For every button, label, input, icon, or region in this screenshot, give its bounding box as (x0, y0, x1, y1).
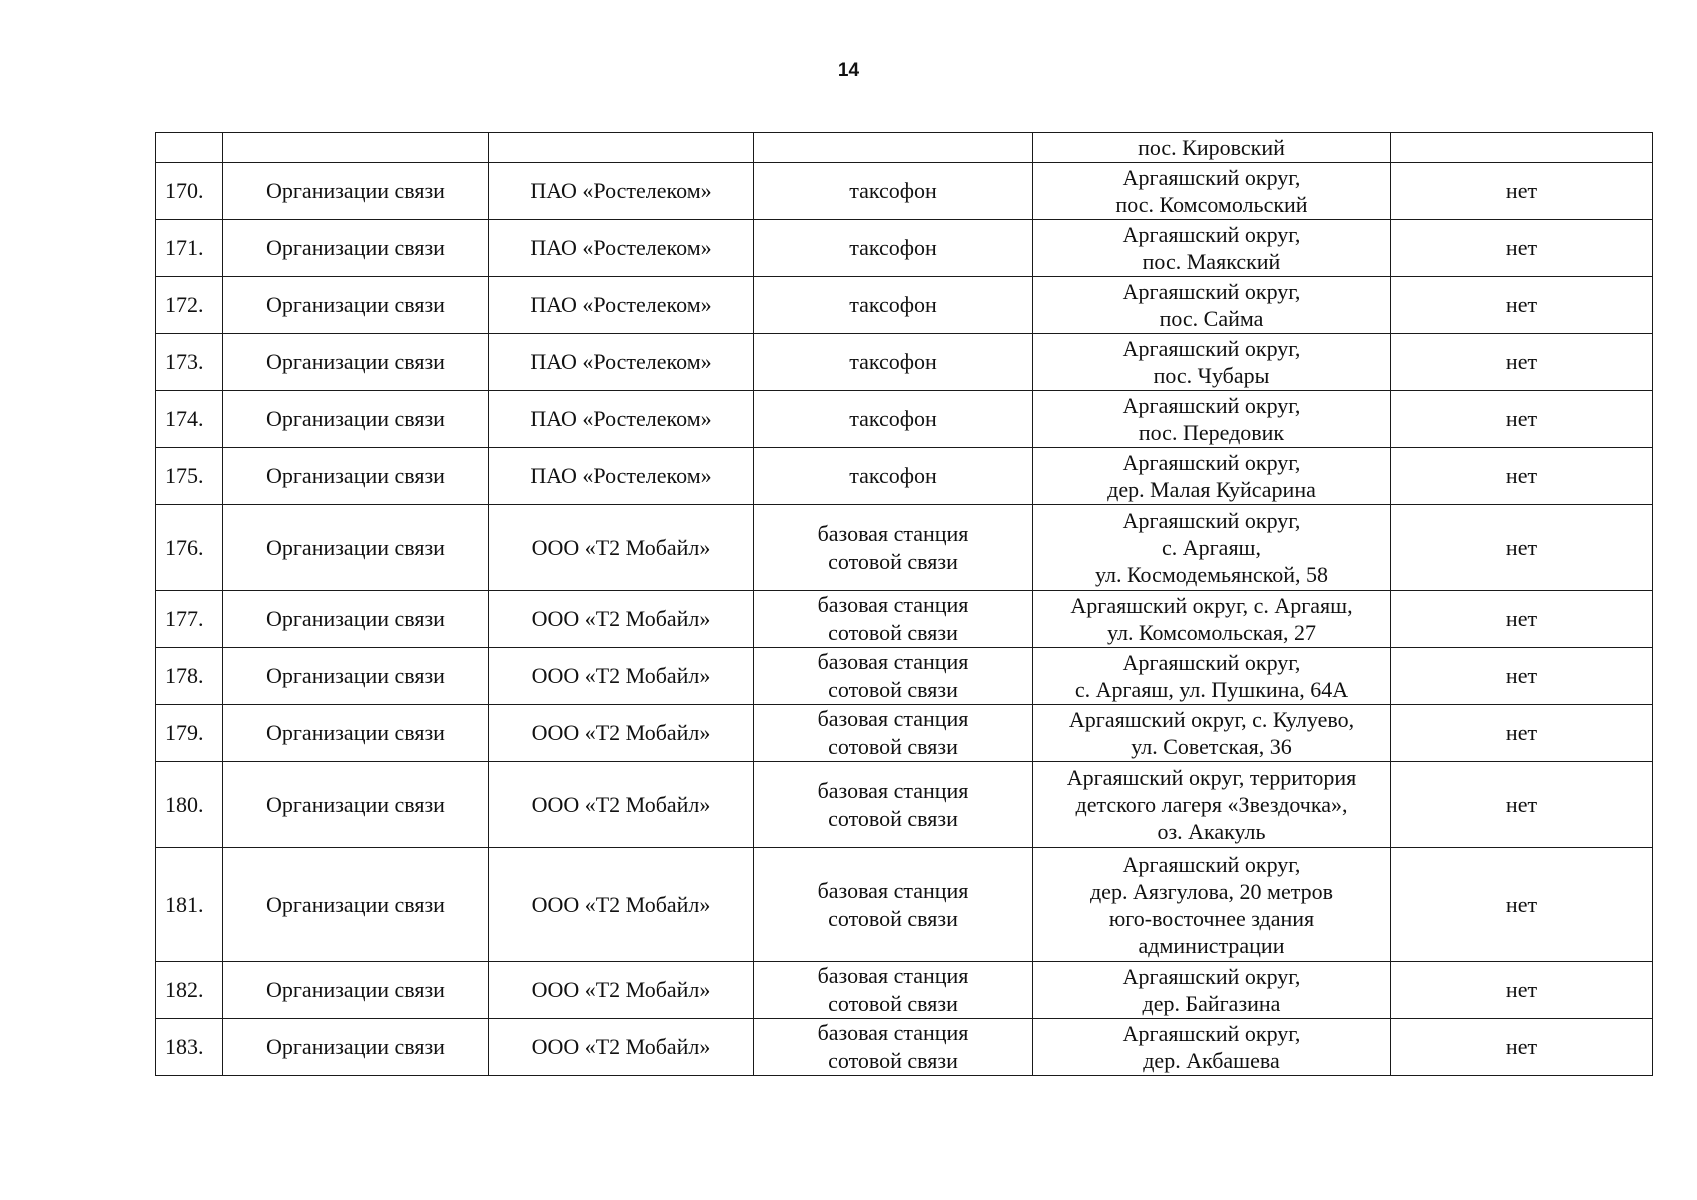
cell-address: Аргаяшский округ, с. Аргаяш, ул. Комсомольская, 27 (1033, 591, 1391, 648)
cell-object-type: базовая станция сотовой связи (754, 1019, 1033, 1076)
cell-organization: ООО «Т2 Мобайл» (489, 962, 754, 1019)
table-row (156, 163, 1653, 220)
registry-table (155, 132, 1653, 1076)
cell-category: Организации связи (223, 220, 489, 277)
table-row (156, 220, 1653, 277)
cell-address: Аргаяшский округ, с. Аргаяш, ул. Пушкина, 64А (1033, 648, 1391, 705)
cell-category: Организации связи (223, 391, 489, 448)
cell-num: 181. (156, 848, 223, 962)
cell-organization: ООО «Т2 Мобайл» (489, 1019, 754, 1076)
cell-flag: нет (1391, 848, 1653, 962)
cell-num: 182. (156, 962, 223, 1019)
cell-object-type: таксофон (754, 391, 1033, 448)
continuation-row (156, 133, 1653, 163)
table-row (156, 391, 1653, 448)
cell-num: 172. (156, 277, 223, 334)
cell-category: Организации связи (223, 648, 489, 705)
cell-category: Организации связи (223, 848, 489, 962)
cell-address: Аргаяшский округ, с. Кулуево, ул. Советская, 36 (1033, 705, 1391, 762)
cell-category: Организации связи (223, 277, 489, 334)
cell-address: Аргаяшский округ, с. Аргаяш, ул. Космодемьянской, 58 (1033, 505, 1391, 591)
cell-organization: ООО «Т2 Мобайл» (489, 705, 754, 762)
cell-category: Организации связи (223, 334, 489, 391)
cell-object-type: базовая станция сотовой связи (754, 591, 1033, 648)
cell-object-type: таксофон (754, 334, 1033, 391)
cell-num: 173. (156, 334, 223, 391)
cell-address: Аргаяшский округ, пос. Чубары (1033, 334, 1391, 391)
table-row (156, 762, 1653, 848)
cell-num: 180. (156, 762, 223, 848)
cell-organization: ООО «Т2 Мобайл» (489, 762, 754, 848)
table-row (156, 848, 1653, 962)
cell-flag: нет (1391, 448, 1653, 505)
cell-flag: нет (1391, 505, 1653, 591)
cell-num: 175. (156, 448, 223, 505)
cell-flag: нет (1391, 334, 1653, 391)
cell-category: Организации связи (223, 505, 489, 591)
cell-organization: ПАО «Ростелеком» (489, 448, 754, 505)
cell-category: Организации связи (223, 705, 489, 762)
table-row (156, 591, 1653, 648)
cell-category: Организации связи (223, 1019, 489, 1076)
cell-object-type: базовая станция сотовой связи (754, 762, 1033, 848)
cell-object-type: базовая станция сотовой связи (754, 648, 1033, 705)
cell-address: Аргаяшский округ, пос. Комсомольский (1033, 163, 1391, 220)
cell-address: пос. Кировский (1033, 133, 1391, 163)
cell-object-type: базовая станция сотовой связи (754, 848, 1033, 962)
cell-flag: нет (1391, 962, 1653, 1019)
table-row (156, 448, 1653, 505)
cell-flag: нет (1391, 705, 1653, 762)
cell-organization: ПАО «Ростелеком» (489, 334, 754, 391)
cell-flag: нет (1391, 591, 1653, 648)
cell-num (156, 133, 223, 163)
cell-organization: ООО «Т2 Мобайл» (489, 505, 754, 591)
cell-num: 177. (156, 591, 223, 648)
cell-num: 170. (156, 163, 223, 220)
cell-address: Аргаяшский округ, пос. Сайма (1033, 277, 1391, 334)
cell-flag: нет (1391, 1019, 1653, 1076)
cell-object-type: таксофон (754, 277, 1033, 334)
cell-organization (489, 133, 754, 163)
cell-num: 179. (156, 705, 223, 762)
cell-flag: нет (1391, 277, 1653, 334)
cell-category: Организации связи (223, 448, 489, 505)
cell-organization: ПАО «Ростелеком» (489, 277, 754, 334)
cell-flag: нет (1391, 220, 1653, 277)
cell-flag: нет (1391, 648, 1653, 705)
cell-flag (1391, 133, 1653, 163)
table-row (156, 648, 1653, 705)
cell-category: Организации связи (223, 163, 489, 220)
cell-organization: ПАО «Ростелеком» (489, 391, 754, 448)
cell-category (223, 133, 489, 163)
cell-address: Аргаяшский округ, территория детского лагеря «Звездочка», оз. Акакуль (1033, 762, 1391, 848)
cell-object-type: таксофон (754, 163, 1033, 220)
cell-organization: ПАО «Ростелеком» (489, 220, 754, 277)
cell-address: Аргаяшский округ, дер. Байгазина (1033, 962, 1391, 1019)
cell-address: Аргаяшский округ, пос. Маякский (1033, 220, 1391, 277)
table-row (156, 277, 1653, 334)
cell-flag: нет (1391, 762, 1653, 848)
cell-object-type (754, 133, 1033, 163)
cell-organization: ПАО «Ростелеком» (489, 163, 754, 220)
cell-object-type: базовая станция сотовой связи (754, 505, 1033, 591)
table-row (156, 505, 1653, 591)
cell-address: Аргаяшский округ, дер. Аязгулова, 20 метров юго-восточнее здания администрации (1033, 848, 1391, 962)
cell-object-type: базовая станция сотовой связи (754, 705, 1033, 762)
cell-object-type: таксофон (754, 220, 1033, 277)
table-row (156, 1019, 1653, 1076)
cell-num: 183. (156, 1019, 223, 1076)
cell-address: Аргаяшский округ, дер. Акбашева (1033, 1019, 1391, 1076)
cell-category: Организации связи (223, 962, 489, 1019)
table-row (156, 334, 1653, 391)
cell-num: 171. (156, 220, 223, 277)
cell-organization: ООО «Т2 Мобайл» (489, 848, 754, 962)
cell-category: Организации связи (223, 762, 489, 848)
cell-num: 178. (156, 648, 223, 705)
cell-object-type: базовая станция сотовой связи (754, 962, 1033, 1019)
table-row (156, 962, 1653, 1019)
cell-num: 174. (156, 391, 223, 448)
page-number: 14 (837, 60, 860, 81)
cell-organization: ООО «Т2 Мобайл» (489, 591, 754, 648)
cell-address: Аргаяшский округ, пос. Передовик (1033, 391, 1391, 448)
table-row (156, 705, 1653, 762)
cell-flag: нет (1391, 163, 1653, 220)
cell-flag: нет (1391, 391, 1653, 448)
cell-object-type: таксофон (754, 448, 1033, 505)
cell-category: Организации связи (223, 591, 489, 648)
cell-address: Аргаяшский округ, дер. Малая Куйсарина (1033, 448, 1391, 505)
cell-num: 176. (156, 505, 223, 591)
cell-organization: ООО «Т2 Мобайл» (489, 648, 754, 705)
